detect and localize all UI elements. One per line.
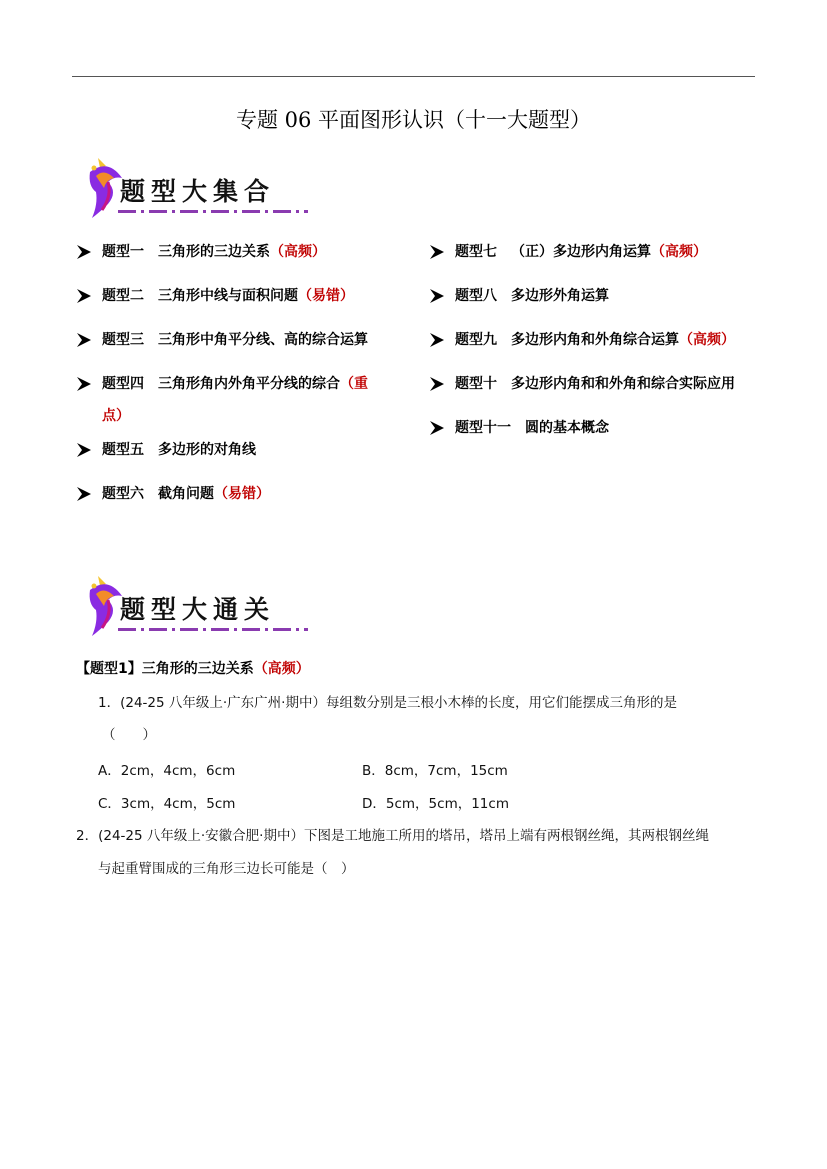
arrow-bullet-icon (76, 376, 92, 392)
toc-item-name: 题型四 (102, 376, 144, 392)
toc-item-name: 题型十 (455, 376, 497, 392)
toc-item-tag: （重 (340, 376, 368, 392)
toc-item[interactable] (429, 412, 769, 456)
toc-item-tag: （易错） (214, 486, 270, 502)
section-topic: 三角形的三边关系 (141, 661, 254, 677)
toc-item-tag: （高频） (679, 332, 735, 348)
toc-item[interactable] (429, 368, 769, 412)
toc-item-name: 题型一 (102, 244, 144, 260)
toc-item-tag-continued: 点） (102, 408, 130, 424)
banner-summary-text: 题型大集合 (120, 177, 276, 206)
toc-item[interactable] (76, 236, 406, 280)
arrow-bullet-icon (76, 288, 92, 304)
banner-practice (78, 570, 308, 640)
toc-item-name: 题型三 (102, 332, 144, 348)
toc-item-topic: 多边形的对角线 (158, 442, 256, 458)
section-heading (76, 658, 310, 678)
toc-item[interactable] (429, 280, 769, 324)
toc-item[interactable] (76, 280, 406, 324)
question-1-option-b: B．8cm，7cm，15cm (362, 763, 508, 779)
toc-item-name: 题型八 (455, 288, 497, 304)
banner-summary-underline (118, 210, 308, 213)
question-1-stem: 1．(24-25 八年级上·广东广州·期中）每组数分别是三根小木棒的长度，用它们能摆成三角形的是 (98, 695, 677, 711)
arrow-bullet-icon (429, 420, 445, 436)
section-prefix: 【题型1】 (76, 661, 142, 677)
toc-left (76, 236, 406, 522)
toc-item[interactable] (76, 324, 406, 368)
toc-item[interactable] (429, 324, 769, 368)
toc-item-topic: 多边形外角运算 (511, 288, 609, 304)
header-rule (72, 76, 755, 77)
toc-item-topic: （正）多边形内角运算 (511, 244, 651, 260)
arrow-bullet-icon (76, 486, 92, 502)
toc-item-tag: （高频） (270, 244, 326, 260)
toc-item-name: 题型二 (102, 288, 144, 304)
toc-item-tag: （高频） (651, 244, 707, 260)
toc-item-tag: （易错） (298, 288, 354, 304)
toc-item-topic: 截角问题 (158, 486, 214, 502)
arrow-bullet-icon (429, 244, 445, 260)
arrow-bullet-icon (429, 288, 445, 304)
toc-item-name: 题型七 (455, 244, 497, 260)
toc-item-name: 题型六 (102, 486, 144, 502)
question-1-answer-paren: （ ） (102, 727, 156, 743)
toc-item-topic: 三角形的三边关系 (158, 244, 270, 260)
toc-item-name: 题型十一 (455, 420, 511, 436)
banner-summary (78, 152, 308, 222)
toc-item[interactable] (429, 236, 769, 280)
question-1-option-a: A．2cm，4cm，6cm (98, 763, 236, 779)
toc-item-topic: 多边形内角和外角综合运算 (511, 332, 679, 348)
arrow-bullet-icon (429, 376, 445, 392)
toc-item-topic: 圆的基本概念 (525, 420, 609, 436)
toc-item-name: 题型五 (102, 442, 144, 458)
toc-item-topic: 三角形中线与面积问题 (158, 288, 298, 304)
banner-practice-text: 题型大通关 (120, 595, 276, 624)
question-1-option-d: D．5cm，5cm，11cm (362, 796, 509, 812)
banner-practice-underline (118, 628, 308, 631)
page-title: 专题 06 平面图形认识（十一大题型） (235, 108, 592, 132)
arrow-bullet-icon (76, 332, 92, 348)
question-2-line-2: 与起重臂围成的三角形三边长可能是（ ） (98, 861, 355, 877)
toc-item[interactable] (76, 434, 406, 478)
toc-item-topic: 三角形角内外角平分线的综合 (158, 376, 340, 392)
toc-item-topic: 多边形内角和和外角和综合实际应用 (511, 376, 735, 392)
arrow-bullet-icon (76, 244, 92, 260)
toc-right (429, 236, 769, 456)
arrow-bullet-icon (76, 442, 92, 458)
arrow-bullet-icon (429, 332, 445, 348)
toc-item[interactable] (76, 368, 406, 434)
toc-item-topic: 三角形中角平分线、高的综合运算 (158, 332, 368, 348)
question-2-line-1: 2．(24-25 八年级上·安徽合肥·期中）下图是工地施工所用的塔吊，塔吊上端有两根钢丝绳，其两根钢丝绳 (76, 828, 709, 844)
toc-item[interactable] (76, 478, 406, 522)
question-1-option-c: C．3cm，4cm，5cm (98, 796, 236, 812)
toc-item-name: 题型九 (455, 332, 497, 348)
section-tag: （高频） (253, 661, 310, 677)
